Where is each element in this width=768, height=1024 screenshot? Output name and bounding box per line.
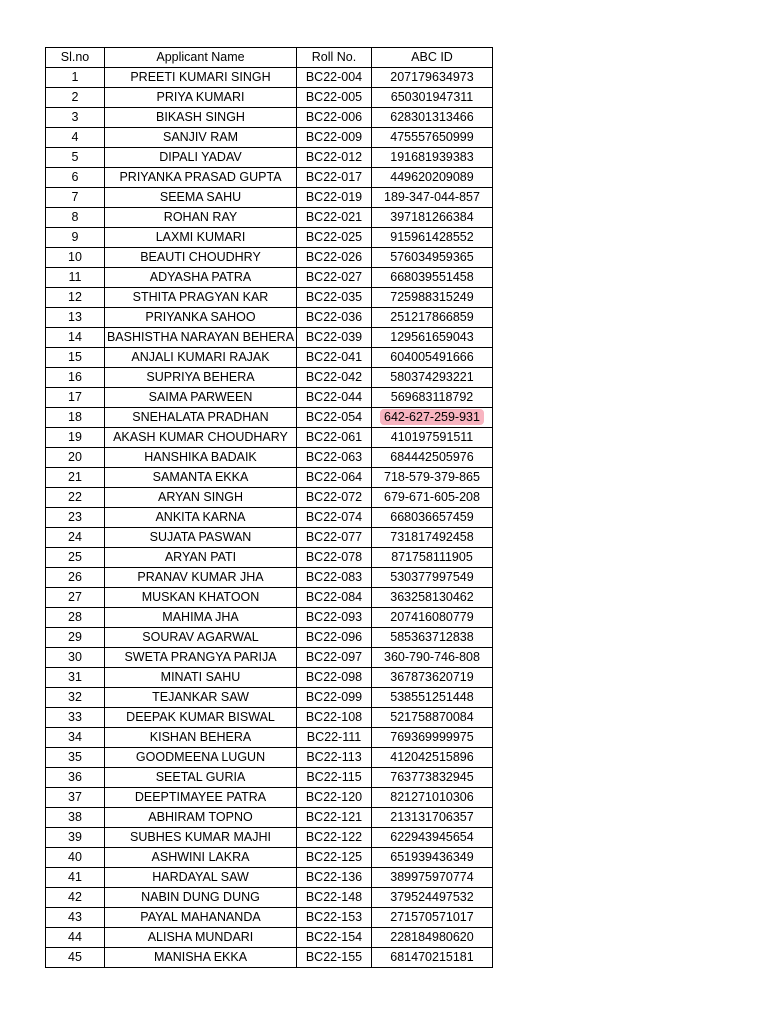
table-row (46, 948, 493, 968)
cell-abc-id[interactable]: 576034959365 (372, 248, 493, 268)
cell-roll-no[interactable]: BC22-155 (297, 948, 372, 968)
table-row (46, 608, 493, 628)
cell-sl-no[interactable]: 35 (46, 748, 105, 768)
cell-applicant-name[interactable]: ALISHA MUNDARI (105, 928, 297, 948)
cell-roll-no[interactable]: BC22-154 (297, 928, 372, 948)
cell-roll-no[interactable]: BC22-074 (297, 508, 372, 528)
cell-abc-id[interactable]: 475557650999 (372, 128, 493, 148)
cell-applicant-name[interactable]: TEJANKAR SAW (105, 688, 297, 708)
cell-roll-no[interactable]: BC22-084 (297, 588, 372, 608)
cell-applicant-name[interactable]: BASHISTHA NARAYAN BEHERA (105, 328, 297, 348)
table-row (46, 148, 493, 168)
cell-applicant-name[interactable]: SAMANTA EKKA (105, 468, 297, 488)
cell-sl-no[interactable]: 44 (46, 928, 105, 948)
header-applicant-name[interactable]: Applicant Name (105, 48, 297, 68)
cell-roll-no[interactable]: BC22-121 (297, 808, 372, 828)
cell-roll-no[interactable]: BC22-009 (297, 128, 372, 148)
cell-sl-no[interactable]: 6 (46, 168, 105, 188)
cell-roll-no[interactable]: BC22-005 (297, 88, 372, 108)
cell-roll-no[interactable]: BC22-063 (297, 448, 372, 468)
cell-sl-no[interactable]: 11 (46, 268, 105, 288)
header-sl-no[interactable]: Sl.no (46, 48, 105, 68)
table-row (46, 268, 493, 288)
cell-sl-no[interactable]: 9 (46, 228, 105, 248)
cell-sl-no[interactable]: 4 (46, 128, 105, 148)
cell-applicant-name[interactable]: ASHWINI LAKRA (105, 848, 297, 868)
cell-sl-no[interactable]: 1 (46, 68, 105, 88)
cell-sl-no[interactable]: 2 (46, 88, 105, 108)
table-row (46, 748, 493, 768)
cell-roll-no[interactable]: BC22-039 (297, 328, 372, 348)
table-row (46, 928, 493, 948)
cell-applicant-name[interactable]: PRIYA KUMARI (105, 88, 297, 108)
header-row (46, 48, 493, 68)
cell-roll-no[interactable]: BC22-077 (297, 528, 372, 548)
cell-abc-id[interactable]: 731817492458 (372, 528, 493, 548)
cell-sl-no[interactable]: 22 (46, 488, 105, 508)
cell-roll-no[interactable]: BC22-026 (297, 248, 372, 268)
cell-roll-no[interactable]: BC22-148 (297, 888, 372, 908)
table-row (46, 848, 493, 868)
cell-sl-no[interactable]: 3 (46, 108, 105, 128)
cell-roll-no[interactable]: BC22-035 (297, 288, 372, 308)
cell-abc-id[interactable]: 410197591511 (372, 428, 493, 448)
table-row (46, 828, 493, 848)
cell-abc-id[interactable]: 207416080779 (372, 608, 493, 628)
cell-sl-no[interactable]: 25 (46, 548, 105, 568)
cell-abc-id[interactable]: 569683118792 (372, 388, 493, 408)
table-row (46, 388, 493, 408)
cell-abc-id[interactable]: 871758111905 (372, 548, 493, 568)
cell-sl-no[interactable]: 41 (46, 868, 105, 888)
cell-applicant-name[interactable]: SANJIV RAM (105, 128, 297, 148)
table-row (46, 588, 493, 608)
table-row (46, 688, 493, 708)
cell-roll-no[interactable]: BC22-004 (297, 68, 372, 88)
cell-abc-id[interactable]: 681470215181 (372, 948, 493, 968)
highlighted-value: 642-627-259-931 (380, 409, 484, 425)
cell-applicant-name[interactable]: DIPALI YADAV (105, 148, 297, 168)
cell-sl-no[interactable]: 20 (46, 448, 105, 468)
cell-sl-no[interactable]: 27 (46, 588, 105, 608)
cell-roll-no[interactable]: BC22-025 (297, 228, 372, 248)
cell-roll-no[interactable]: BC22-099 (297, 688, 372, 708)
cell-abc-id[interactable]: 213131706357 (372, 808, 493, 828)
cell-applicant-name[interactable]: ANKITA KARNA (105, 508, 297, 528)
cell-roll-no[interactable]: BC22-036 (297, 308, 372, 328)
cell-abc-id[interactable]: 628301313466 (372, 108, 493, 128)
cell-sl-no[interactable]: 13 (46, 308, 105, 328)
header-abc-id[interactable]: ABC ID (372, 48, 493, 68)
cell-sl-no[interactable]: 23 (46, 508, 105, 528)
header-roll-no[interactable]: Roll No. (297, 48, 372, 68)
table-row (46, 168, 493, 188)
cell-sl-no[interactable]: 18 (46, 408, 105, 428)
cell-roll-no[interactable]: BC22-072 (297, 488, 372, 508)
cell-roll-no[interactable]: BC22-042 (297, 368, 372, 388)
cell-applicant-name[interactable]: SEEMA SAHU (105, 188, 297, 208)
cell-applicant-name[interactable]: MUSKAN KHATOON (105, 588, 297, 608)
cell-abc-id[interactable] (372, 408, 493, 428)
table-row (46, 468, 493, 488)
cell-applicant-name[interactable]: BIKASH SINGH (105, 108, 297, 128)
cell-applicant-name[interactable]: SNEHALATA PRADHAN (105, 408, 297, 428)
cell-roll-no[interactable]: BC22-019 (297, 188, 372, 208)
cell-roll-no[interactable]: BC22-098 (297, 668, 372, 688)
table-row (46, 188, 493, 208)
cell-sl-no[interactable]: 30 (46, 648, 105, 668)
cell-applicant-name[interactable]: SUJATA PASWAN (105, 528, 297, 548)
table-row (46, 128, 493, 148)
cell-sl-no[interactable]: 42 (46, 888, 105, 908)
cell-applicant-name[interactable]: PRIYANKA PRASAD GUPTA (105, 168, 297, 188)
cell-abc-id[interactable]: 651939436349 (372, 848, 493, 868)
table-row (46, 488, 493, 508)
table-row (46, 248, 493, 268)
cell-applicant-name[interactable]: ARYAN PATI (105, 548, 297, 568)
cell-abc-id[interactable]: 189-347-044-857 (372, 188, 493, 208)
cell-roll-no[interactable]: BC22-078 (297, 548, 372, 568)
table-row (46, 668, 493, 688)
table-row (46, 648, 493, 668)
applicant-sheet (45, 47, 493, 968)
cell-roll-no[interactable]: BC22-120 (297, 788, 372, 808)
table-row (46, 508, 493, 528)
cell-applicant-name[interactable]: SWETA PRANGYA PARIJA (105, 648, 297, 668)
table-row (46, 788, 493, 808)
cell-applicant-name[interactable]: STHITA PRAGYAN KAR (105, 288, 297, 308)
table-row (46, 528, 493, 548)
cell-applicant-name[interactable]: PRIYANKA SAHOO (105, 308, 297, 328)
cell-abc-id[interactable]: 363258130462 (372, 588, 493, 608)
table-row (46, 208, 493, 228)
table-row (46, 868, 493, 888)
cell-applicant-name[interactable]: MINATI SAHU (105, 668, 297, 688)
cell-applicant-name[interactable]: PRANAV KUMAR JHA (105, 568, 297, 588)
table-row (46, 288, 493, 308)
cell-roll-no[interactable]: BC22-061 (297, 428, 372, 448)
cell-roll-no[interactable]: BC22-108 (297, 708, 372, 728)
cell-roll-no[interactable]: BC22-064 (297, 468, 372, 488)
cell-sl-no[interactable]: 24 (46, 528, 105, 548)
cell-sl-no[interactable]: 31 (46, 668, 105, 688)
cell-abc-id[interactable]: 684442505976 (372, 448, 493, 468)
table-row (46, 108, 493, 128)
cell-roll-no[interactable]: BC22-012 (297, 148, 372, 168)
cell-abc-id[interactable]: 622943945654 (372, 828, 493, 848)
cell-abc-id[interactable]: 530377997549 (372, 568, 493, 588)
table-row (46, 768, 493, 788)
cell-sl-no[interactable]: 45 (46, 948, 105, 968)
cell-roll-no[interactable]: BC22-093 (297, 608, 372, 628)
cell-applicant-name[interactable]: MANISHA EKKA (105, 948, 297, 968)
cell-abc-id[interactable]: 718-579-379-865 (372, 468, 493, 488)
cell-applicant-name[interactable]: BEAUTI CHOUDHRY (105, 248, 297, 268)
cell-sl-no[interactable]: 12 (46, 288, 105, 308)
table-row (46, 888, 493, 908)
table-row (46, 428, 493, 448)
cell-applicant-name[interactable]: HARDAYAL SAW (105, 868, 297, 888)
cell-roll-no[interactable]: BC22-111 (297, 728, 372, 748)
cell-applicant-name[interactable]: PAYAL MAHANANDA (105, 908, 297, 928)
table-row (46, 628, 493, 648)
cell-roll-no[interactable]: BC22-006 (297, 108, 372, 128)
cell-applicant-name[interactable]: NABIN DUNG DUNG (105, 888, 297, 908)
cell-roll-no[interactable]: BC22-125 (297, 848, 372, 868)
cell-abc-id[interactable]: 585363712838 (372, 628, 493, 648)
cell-sl-no[interactable]: 14 (46, 328, 105, 348)
cell-roll-no[interactable]: BC22-136 (297, 868, 372, 888)
cell-sl-no[interactable]: 39 (46, 828, 105, 848)
cell-applicant-name[interactable]: DEEPAK KUMAR BISWAL (105, 708, 297, 728)
cell-abc-id[interactable]: 207179634973 (372, 68, 493, 88)
cell-abc-id[interactable]: 251217866859 (372, 308, 493, 328)
table-row (46, 728, 493, 748)
cell-applicant-name[interactable]: MAHIMA JHA (105, 608, 297, 628)
cell-roll-no[interactable]: BC22-153 (297, 908, 372, 928)
cell-sl-no[interactable]: 34 (46, 728, 105, 748)
cell-roll-no[interactable]: BC22-017 (297, 168, 372, 188)
cell-sl-no[interactable]: 7 (46, 188, 105, 208)
cell-applicant-name[interactable]: PREETI KUMARI SINGH (105, 68, 297, 88)
cell-roll-no[interactable]: BC22-115 (297, 768, 372, 788)
cell-applicant-name[interactable]: ARYAN SINGH (105, 488, 297, 508)
cell-abc-id[interactable]: 763773832945 (372, 768, 493, 788)
cell-sl-no[interactable]: 33 (46, 708, 105, 728)
cell-abc-id[interactable]: 650301947311 (372, 88, 493, 108)
cell-sl-no[interactable]: 29 (46, 628, 105, 648)
cell-sl-no[interactable]: 26 (46, 568, 105, 588)
cell-roll-no[interactable]: BC22-041 (297, 348, 372, 368)
table-row (46, 808, 493, 828)
cell-applicant-name[interactable]: GOODMEENA LUGUN (105, 748, 297, 768)
table-row (46, 908, 493, 928)
table-row (46, 568, 493, 588)
cell-abc-id[interactable]: 915961428552 (372, 228, 493, 248)
cell-applicant-name[interactable]: ANJALI KUMARI RAJAK (105, 348, 297, 368)
cell-sl-no[interactable]: 38 (46, 808, 105, 828)
cell-abc-id[interactable]: 668039551458 (372, 268, 493, 288)
cell-roll-no[interactable]: BC22-083 (297, 568, 372, 588)
cell-roll-no[interactable]: BC22-021 (297, 208, 372, 228)
table-row (46, 328, 493, 348)
table-row (46, 408, 493, 428)
cell-abc-id[interactable]: 538551251448 (372, 688, 493, 708)
cell-abc-id[interactable]: 389975970774 (372, 868, 493, 888)
cell-applicant-name[interactable]: ADYASHA PATRA (105, 268, 297, 288)
cell-sl-no[interactable]: 21 (46, 468, 105, 488)
cell-roll-no[interactable]: BC22-122 (297, 828, 372, 848)
cell-abc-id[interactable]: 191681939383 (372, 148, 493, 168)
cell-applicant-name[interactable]: LAXMI KUMARI (105, 228, 297, 248)
cell-sl-no[interactable]: 32 (46, 688, 105, 708)
table-row (46, 348, 493, 368)
cell-sl-no[interactable]: 5 (46, 148, 105, 168)
cell-applicant-name[interactable]: SEETAL GURIA (105, 768, 297, 788)
cell-abc-id[interactable]: 379524497532 (372, 888, 493, 908)
cell-sl-no[interactable]: 10 (46, 248, 105, 268)
table-row (46, 448, 493, 468)
cell-abc-id[interactable]: 412042515896 (372, 748, 493, 768)
cell-applicant-name[interactable]: AKASH KUMAR CHOUDHARY (105, 428, 297, 448)
cell-applicant-name[interactable]: HANSHIKA BADAIK (105, 448, 297, 468)
cell-abc-id[interactable]: 129561659043 (372, 328, 493, 348)
table-row (46, 228, 493, 248)
cell-roll-no[interactable]: BC22-113 (297, 748, 372, 768)
cell-abc-id[interactable]: 769369999975 (372, 728, 493, 748)
cell-applicant-name[interactable]: DEEPTIMAYEE PATRA (105, 788, 297, 808)
applicant-table (45, 47, 493, 968)
cell-abc-id[interactable]: 449620209089 (372, 168, 493, 188)
cell-applicant-name[interactable]: ROHAN RAY (105, 208, 297, 228)
table-row (46, 708, 493, 728)
cell-sl-no[interactable]: 40 (46, 848, 105, 868)
table-row (46, 88, 493, 108)
cell-abc-id[interactable]: 521758870084 (372, 708, 493, 728)
cell-abc-id[interactable]: 725988315249 (372, 288, 493, 308)
cell-applicant-name[interactable]: SUBHES KUMAR MAJHI (105, 828, 297, 848)
cell-abc-id[interactable]: 668036657459 (372, 508, 493, 528)
cell-sl-no[interactable]: 16 (46, 368, 105, 388)
cell-abc-id[interactable]: 580374293221 (372, 368, 493, 388)
cell-abc-id[interactable]: 367873620719 (372, 668, 493, 688)
cell-abc-id[interactable]: 360-790-746-808 (372, 648, 493, 668)
cell-abc-id[interactable]: 271570571017 (372, 908, 493, 928)
cell-sl-no[interactable]: 37 (46, 788, 105, 808)
cell-sl-no[interactable]: 15 (46, 348, 105, 368)
cell-roll-no[interactable]: BC22-097 (297, 648, 372, 668)
table-body (46, 68, 493, 968)
table-row (46, 548, 493, 568)
cell-abc-id[interactable]: 821271010306 (372, 788, 493, 808)
cell-roll-no[interactable]: BC22-096 (297, 628, 372, 648)
cell-applicant-name[interactable]: KISHAN BEHERA (105, 728, 297, 748)
cell-abc-id[interactable]: 679-671-605-208 (372, 488, 493, 508)
table-row (46, 368, 493, 388)
cell-sl-no[interactable]: 17 (46, 388, 105, 408)
cell-applicant-name[interactable]: ABHIRAM TOPNO (105, 808, 297, 828)
cell-abc-id[interactable]: 228184980620 (372, 928, 493, 948)
cell-applicant-name[interactable]: SUPRIYA BEHERA (105, 368, 297, 388)
cell-sl-no[interactable]: 36 (46, 768, 105, 788)
cell-sl-no[interactable]: 8 (46, 208, 105, 228)
cell-roll-no[interactable]: BC22-027 (297, 268, 372, 288)
cell-applicant-name[interactable]: SOURAV AGARWAL (105, 628, 297, 648)
cell-roll-no[interactable]: BC22-044 (297, 388, 372, 408)
cell-abc-id[interactable]: 397181266384 (372, 208, 493, 228)
cell-applicant-name[interactable]: SAIMA PARWEEN (105, 388, 297, 408)
cell-roll-no[interactable]: BC22-054 (297, 408, 372, 428)
cell-abc-id[interactable]: 604005491666 (372, 348, 493, 368)
cell-sl-no[interactable]: 43 (46, 908, 105, 928)
table-row (46, 68, 493, 88)
cell-sl-no[interactable]: 28 (46, 608, 105, 628)
table-row (46, 308, 493, 328)
cell-sl-no[interactable]: 19 (46, 428, 105, 448)
